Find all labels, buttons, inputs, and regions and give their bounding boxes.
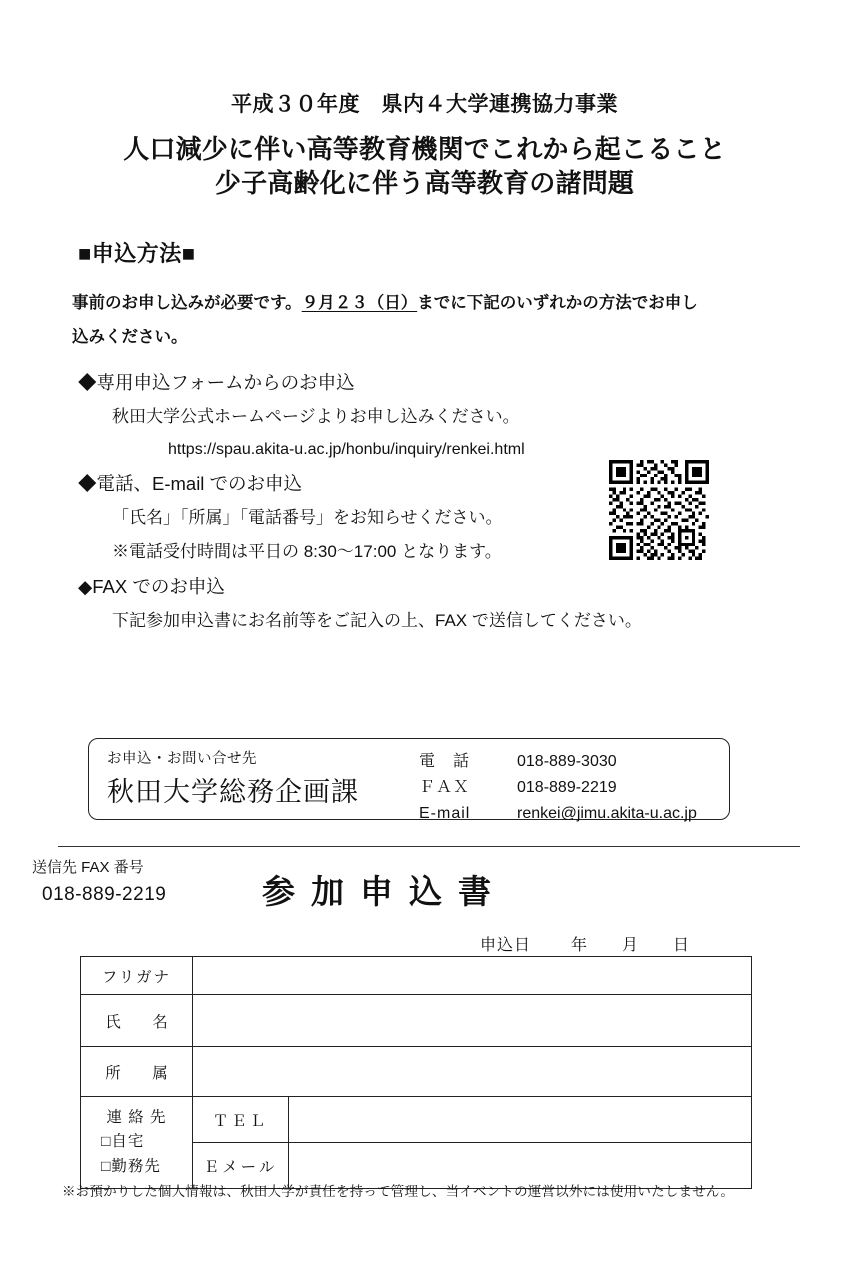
intro-text-part3: 込みください。 xyxy=(72,328,188,347)
contact-row-fax xyxy=(419,775,697,801)
event-title-line2: 少子高齢化に伴う高等教育の諸問題 xyxy=(214,168,635,199)
table-row-furigana xyxy=(81,957,752,995)
input-furigana[interactable] xyxy=(193,957,752,995)
contact-details xyxy=(419,749,697,827)
label-email: Ｅメール xyxy=(193,1143,289,1189)
qr-code-icon[interactable] xyxy=(609,460,709,560)
contact-phone-label: 電 話 xyxy=(419,753,471,770)
checkbox-home[interactable]: □自宅 xyxy=(101,1133,145,1151)
application-method-heading: ■申込方法■ xyxy=(78,240,196,266)
method-fax-desc: 下記参加申込書にお名前等をご記入の上、FAX で送信してください。 xyxy=(112,611,642,631)
contact-fax-label: ＦＡＸ xyxy=(419,778,471,796)
application-form-url[interactable]: https://spau.akita-u.ac.jp/honbu/inquiry/renkei.html xyxy=(168,441,525,459)
event-series-title: 平成３０年度 県内４大学連携協力事業 xyxy=(231,93,618,116)
input-name[interactable] xyxy=(193,995,752,1047)
table-row-affiliation xyxy=(81,1047,752,1097)
label-furigana: フリガナ xyxy=(81,957,193,995)
contact-row-email xyxy=(419,801,697,827)
contact-phone-value: 018-889-3030 xyxy=(517,753,617,770)
method-title-web-form: ◆専用申込フォームからのお申込 xyxy=(78,371,355,393)
application-methods xyxy=(0,365,849,638)
label-contact-block xyxy=(81,1097,193,1189)
contact-fax-value: 018-889-2219 xyxy=(517,778,617,796)
contact-organization-name: 秋田大学総務企画課 xyxy=(107,777,359,807)
application-date-row xyxy=(480,932,690,955)
method-title-fax: ◆FAX でのお申込 xyxy=(78,576,225,598)
privacy-footnote: ※お預かりした個人情報は、秋田大学が責任を持って管理し、当イベントの運営以外には使用いたしません。 xyxy=(62,1184,735,1199)
fax-destination-number: 018-889-2219 xyxy=(42,884,167,905)
label-name: 氏 名 xyxy=(81,995,193,1047)
label-affiliation: 所 属 xyxy=(81,1047,193,1097)
method-title-phone-email: ◆電話、E-mail でのお申込 xyxy=(78,473,303,495)
date-day-label[interactable]: 日 xyxy=(673,937,691,954)
table-row-tel xyxy=(81,1097,752,1143)
label-tel: ＴＥＬ xyxy=(193,1097,289,1143)
contact-email-label: E-mail xyxy=(419,804,471,822)
label-contact: 連 絡 先 xyxy=(106,1109,167,1127)
table-row-name xyxy=(81,995,752,1047)
method-phone-email-desc: 「氏名」「所属」「電話番号」をお知らせください。 xyxy=(112,508,503,528)
page-header xyxy=(0,88,849,201)
section-divider xyxy=(58,846,800,847)
contact-box xyxy=(88,738,730,820)
application-intro xyxy=(72,286,742,355)
fax-destination xyxy=(32,856,166,910)
date-month-label[interactable]: 月 xyxy=(622,937,640,954)
fax-destination-label: 送信先 FAX 番号 xyxy=(32,859,144,876)
intro-text-part2: までに下記のいずれかの方法でお申し xyxy=(417,293,698,312)
form-title: 参加申込書 xyxy=(262,873,507,910)
contact-left xyxy=(107,747,359,809)
method-web-form-desc: 秋田大学公式ホームページよりお申し込みください。 xyxy=(112,407,520,427)
checkbox-work[interactable]: □勤務先 xyxy=(101,1157,161,1175)
event-title-line1: 人口減少に伴い高等教育機関でこれから起こること xyxy=(123,134,726,164)
intro-text-part1: 事前のお申し込みが必要です。 xyxy=(72,293,302,312)
input-affiliation[interactable] xyxy=(193,1047,752,1097)
date-year-label[interactable]: 年 xyxy=(571,937,589,954)
contact-caption: お申込・お問い合せ先 xyxy=(107,751,257,767)
application-date-label: 申込日 xyxy=(480,937,532,954)
deadline-date: ９月２３（日） xyxy=(301,293,418,312)
input-tel[interactable] xyxy=(289,1097,752,1143)
method-phone-hours: ※電話受付時間は平日の 8:30〜17:00 となります。 xyxy=(112,542,502,562)
application-form-table xyxy=(80,956,752,1189)
flyer-page xyxy=(0,88,849,1288)
contact-row-phone xyxy=(419,749,697,775)
contact-email-value[interactable]: renkei@jimu.akita-u.ac.jp xyxy=(517,804,697,822)
